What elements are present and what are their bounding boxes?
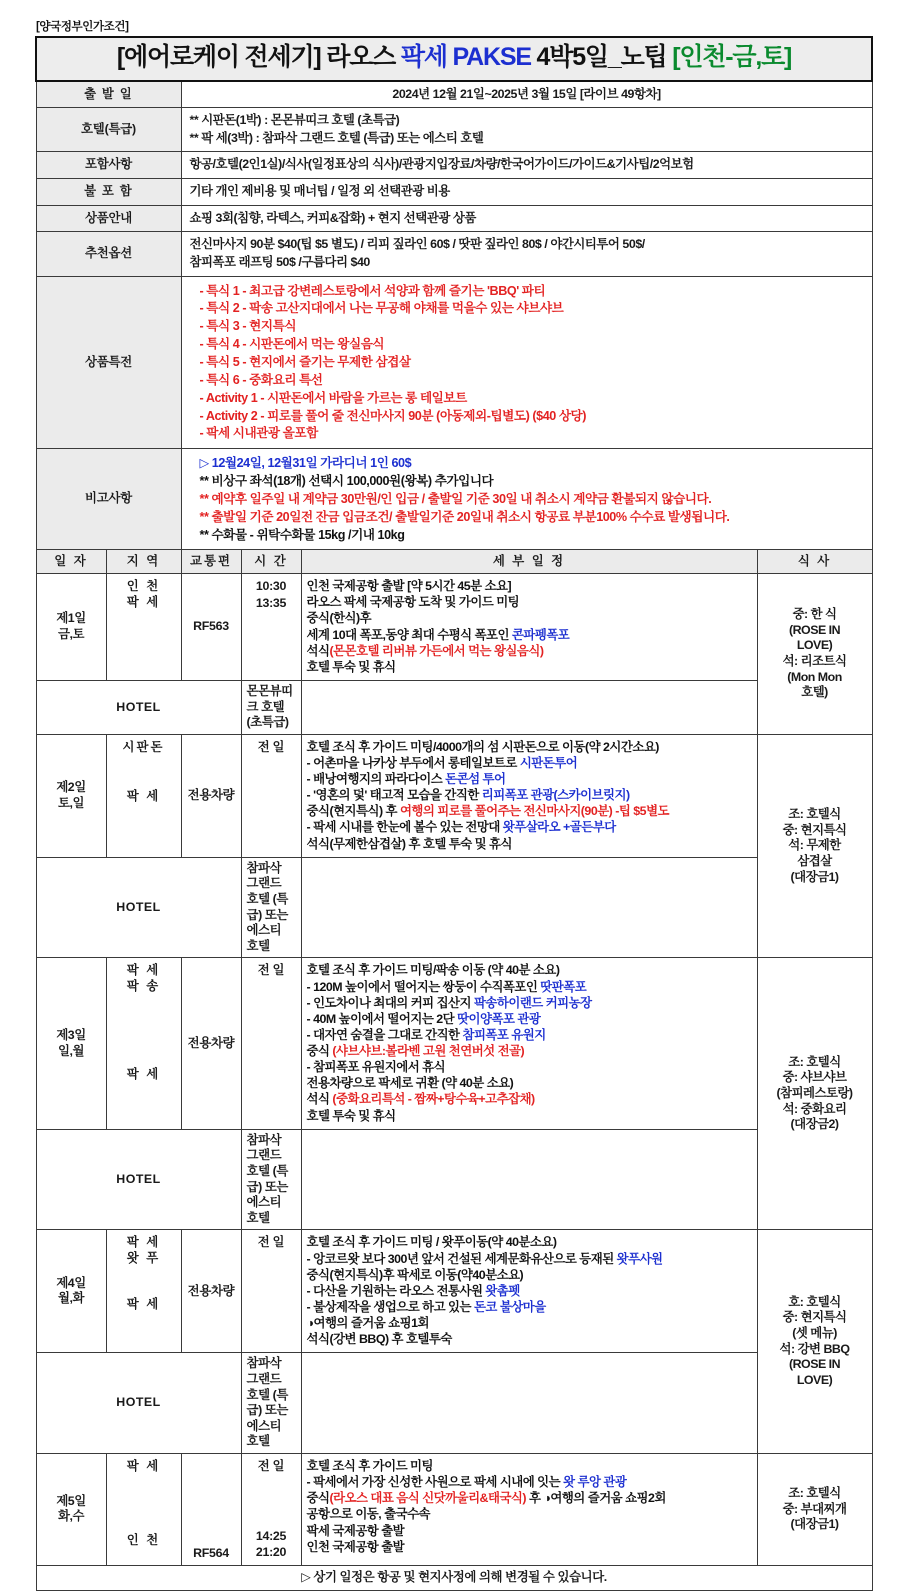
detail-text: 라오스 팍세 국제공항 도착 및 가이드 미팅 [306,595,520,610]
detail-line [307,1315,752,1331]
detail-line [307,578,752,594]
detail-text: ◑여행의 즐거움 쇼핑1회 [306,1316,429,1331]
detail-line [307,659,752,675]
hotel-row-4 [36,1353,872,1454]
meal-line: 중: 현지특식 [782,822,847,837]
detail-text: - 40M 높이에서 떨어지는 2단 [306,1011,458,1026]
pre-note: [양국정부인가조건] [36,21,129,33]
remarks-label: 비고사항 [36,449,181,549]
detail-text: 호텔 투숙 및 휴식 [306,659,396,674]
hotel-name: 참파삭 그랜드 호텔 (특급) 또는 에스티 호텔 [241,1129,301,1230]
meal-line: (셋 메뉴) [792,1326,837,1341]
itinerary-header-row [36,549,872,574]
col-header-day: 일 자 [36,549,106,574]
detail-text: 돈코 불상마을 [473,1299,546,1314]
detail-text: - 불상제작을 생업으로 하고 있는 [306,1299,474,1314]
detail-cell [301,1230,757,1353]
included-value: 항공/호텔(2인1실)/식사(일정표상의 식사)/관광지입장료/차량/한국어가이드/가이드&기사팁/2억보험 [181,152,872,179]
detail-line [307,771,752,787]
detail-cell [301,574,757,681]
day-number-cell [36,1230,106,1353]
detail-line [307,610,752,626]
col-header-detail: 세 부 일 정 [301,549,757,574]
meal-line: LOVE) [796,1372,833,1387]
detail-text: 중식 [306,1044,333,1059]
meal-cell [757,1454,872,1566]
detail-line [307,1299,752,1315]
perk-line: - 특식 6 - 중화요리 특선 [199,372,323,387]
hotel-row-3 [36,1129,872,1230]
meal-line: (대장금1) [790,869,839,884]
detail-text: 중식(한식)후 [306,611,372,626]
day-weekday: 금,토 [58,627,84,642]
detail-text: - 팍세에서 가장 신성한 사원으로 팍세 시내에 잇는 [306,1475,564,1490]
perk-line: - 특식 1 - 최고급 강변레스토랑에서 석양과 함께 즐기는 'BBQ' 파티 [199,283,546,298]
meal-line: LOVE) [796,638,833,653]
detail-text: 호텔 조식 후 가이드 미팅 [306,1459,433,1474]
detail-text: - 앙코르왓 보다 300년 앞서 건설된 세계문화유산으로 등재된 [306,1251,617,1266]
detail-text: 여행의 피로를 풀어주는 전신마사지(90분) -팁 $5별도 [399,804,670,819]
detail-text: - 배낭여행지의 파라다이스 [306,772,446,787]
detail-text: - 참피폭포 유원지에서 휴식 [306,1060,446,1075]
detail-line [307,1011,752,1027]
day-number: 제4일 [56,1275,86,1290]
remarks-line-3: ** 예약후 일주일 내 계약금 30만원/인 입금 / 출발일 기준 30일 내 취소시 계약금 환불되지 않습니다. [199,491,712,506]
transport-cell: RF563 [181,574,241,681]
day-weekday: 월,화 [58,1291,84,1306]
meal-line: (참피레스토랑) [776,1086,853,1101]
region-name: 팍 세 [126,789,161,804]
title-row [36,37,872,81]
detail-cell [301,1454,757,1566]
hotel-tag: HOTEL [36,857,241,958]
itinerary-day-row [36,734,872,857]
detail-line [307,1490,752,1506]
detail-line [307,836,752,852]
region-name: 팍 세 [126,963,161,978]
meal-line: 조: 호텔식 [788,1486,841,1501]
transport-cell: 전용차량 [181,1230,241,1353]
meal-line: 호텔) [801,685,828,700]
itinerary-document [35,36,873,1591]
detail-text: 왓푸사원 [616,1251,663,1266]
perks-value [181,276,872,449]
day-weekday: 일,월 [58,1043,84,1058]
hotel-line-2: ** 팍 세(3박) : 참파삭 그랜드 호텔 (특급) 또는 에스티 호텔 [189,130,484,145]
detail-text: 인천 국제공항 출발 [306,1539,405,1554]
detail-line [307,1091,752,1107]
detail-text: (중화요리특석 - 짬짜+탕수육+고추잡채) [332,1092,535,1107]
detail-text: (라오스 대표 음식 신닷까울리&태국식) [329,1491,527,1506]
time-cell [241,1454,301,1566]
detail-text: - 어촌마을 나카상 부두에서 롱테일보트로 [306,755,520,770]
meal-line: (ROSE IN [788,1357,841,1372]
remarks-line-1: ▷ 12월24일, 12월31일 가라디너 1인 60$ [199,456,412,471]
day-number-cell [36,574,106,681]
detail-text: 후 ◑여행의 즐거움 쇼핑2회 [526,1491,666,1506]
transport-cell: RF564 [181,1454,241,1566]
meal-line: 석: 무제한 [788,838,841,853]
meal-line: 중: 현지특식 [782,1310,847,1325]
hotel-label: 호텔(특급) [36,108,181,152]
detail-text: 인천 국제공항 출발 [약 5시간 45분 소요] [306,579,512,594]
hotel-tag: HOTEL [36,1353,241,1454]
product-value: 쇼핑 3회(침향, 라텍스, 커피&잡화) + 현지 선택관광 상품 [181,205,872,232]
meal-line: 조: 호텔식 [788,807,841,822]
col-header-meal: 식 사 [757,549,872,574]
day-number: 제2일 [56,780,86,795]
meal-cell [757,574,872,735]
meal-line: 조: 호텔식 [788,1054,841,1069]
itinerary-day-row [36,1230,872,1353]
detail-text: 돈콘섬 투어 [445,772,506,787]
region-name: 팍 세 [126,1066,161,1081]
detail-line [307,1027,752,1043]
excluded-row [36,179,872,206]
footnote: ▷ 상기 일정은 항공 및 현지사정에 의해 변경될 수 있습니다. [36,1565,872,1590]
detail-line [307,1075,752,1091]
time-value: 전 일 [257,1459,285,1474]
region-name: 인 천 [126,579,161,594]
detail-text: 세계 10대 폭포,동양 최대 수평식 폭포인 [306,627,512,642]
region-cell [106,734,181,857]
depart-value: 2024년 12월 21일~2025년 3월 15일 [라이브 49항차] [181,81,872,108]
perk-line: - 특식 3 - 현지특식 [199,319,297,334]
detail-text: 중식 [306,1491,330,1506]
meal-cell [757,1230,872,1454]
region-name: 팍 세 [126,1235,161,1250]
region-name: 팍 송 [126,979,161,994]
region-name: 인 천 [126,1532,161,1547]
meal-cell [757,734,872,958]
detail-cell [301,958,757,1129]
detail-line [307,594,752,610]
document-title [36,37,872,81]
region-name: 시판돈 [122,739,165,754]
region-name: 팍 세 [126,1459,161,1474]
meal-line: 삼겹살 [797,853,832,868]
detail-line [307,1043,752,1059]
remarks-line-5: ** 수화물 - 위탁수화물 15kg /기내 10kg [199,527,405,542]
col-header-time: 시 간 [241,549,301,574]
col-header-transport: 교통편 [181,549,241,574]
perks-label: 상품특전 [36,276,181,449]
detail-line [307,643,752,659]
meal-line: 중: 한 식 [792,607,837,622]
perk-line: - Activity 1 - 시판돈에서 바람을 가르는 롱 테일보트 [199,390,467,405]
detail-text: (샤브샤브:볼라벤 고원 천연버섯 전골) [332,1044,525,1059]
detail-text: 왓푸살라오 +골든부다 [502,820,616,835]
meal-line: 호: 호텔식 [788,1294,841,1309]
hotel-row-1 [36,680,872,734]
region-cell [106,1454,181,1566]
time-value: 21:20 [255,1545,287,1560]
col-header-region: 지 역 [106,549,181,574]
detail-text: 전용차량으로 팍세로 귀환 (약 40분 소요) [306,1076,514,1091]
detail-text: - 팍세 시내를 한눈에 볼수 있는 전망대 [306,820,503,835]
excluded-value: 기타 개인 제비용 및 매너팁 / 일정 외 선택관광 비용 [181,179,872,206]
included-row [36,152,872,179]
hotel-tag: HOTEL [36,680,241,734]
option-value [181,232,872,276]
hotel-value [181,108,872,152]
detail-line [307,627,752,643]
meal-line: 석: 리조트식 [782,653,847,668]
meal-line: (대장금2) [790,1117,839,1132]
detail-line [307,1283,752,1299]
detail-text: (몬몬호텔 리버뷰 가든에서 먹는 왕실음식) [329,643,544,658]
detail-text: 참피폭포 유원지 [462,1027,546,1042]
detail-text: - '영혼의 덫' 태고적 모습을 간직한 [306,788,482,803]
hotel-name: 참파삭 그랜드 호텔 (특급) 또는 에스티 호텔 [241,857,301,958]
day-number-cell [36,958,106,1129]
time-value: 10:30 [255,579,287,594]
detail-line [307,962,752,978]
day-number-cell [36,1454,106,1566]
region-name: 팍 세 [126,1296,161,1311]
day-weekday: 토,일 [58,795,84,810]
region-name: 팍 세 [126,594,161,609]
detail-text: 땃판폭포 [540,979,587,994]
transport-cell: 전용차량 [181,958,241,1129]
itinerary-day-row [36,574,872,681]
detail-text: 콘파펭폭포 [511,627,570,642]
time-value: 전 일 [257,1235,285,1250]
detail-line [307,1251,752,1267]
detail-line [307,1539,752,1555]
time-cell [241,1230,301,1353]
detail-text: 공항으로 이동, 출국수속 [306,1507,431,1522]
option-line-2: 참피폭포 래프팅 50$ /구름다리 $40 [189,254,370,269]
detail-text: 왓촘펫 [485,1283,520,1298]
hotel-row-2 [36,857,872,958]
detail-text: 석식 [306,643,330,658]
perk-line: - 특식 2 - 팍송 고산지대에서 나는 무공해 야채를 먹을수 있는 샤브샤브 [199,301,564,316]
meal-line: 석: 중화요리 [782,1101,847,1116]
time-value: 전 일 [257,963,285,978]
detail-line [307,787,752,803]
detail-line [307,803,752,819]
transport-cell: 전용차량 [181,734,241,857]
day-number-cell [36,734,106,857]
detail-text: 땃이양폭포 관광 [457,1011,541,1026]
meal-cell [757,958,872,1230]
hotel-tag: HOTEL [36,1129,241,1230]
detail-text: - 대자연 숨결을 그대로 간직한 [306,1027,463,1042]
title-part-4: [인천-금,토] [672,43,792,71]
detail-line [307,739,752,755]
title-part-1: [에어로케이 전세기] 라오스 [116,43,401,71]
footnote-row [36,1565,872,1590]
detail-text: 팍송하이랜드 커피농장 [473,995,592,1010]
time-value: 14:25 [255,1528,287,1543]
time-value: 전 일 [257,739,285,754]
detail-text: 호텔 조식 후 가이드 미팅 / 왓푸이동(약 40분소요) [306,1235,557,1250]
time-value: 13:35 [255,595,287,610]
detail-line [307,1059,752,1075]
time-cell [241,734,301,857]
excluded-label: 불 포 함 [36,179,181,206]
meal-line: 중: 샤브샤브 [782,1070,847,1085]
remarks-line-4: ** 출발일 기준 20일전 잔금 입금조건/ 출발일기준 20일내 취소시 항공료 부분100% 수수료 발생됩니다. [199,509,730,524]
hotel-row [36,108,872,152]
itinerary-day-row [36,1454,872,1566]
time-cell [241,958,301,1129]
perk-line: - Activity 2 - 피로를 풀어 줄 전신마사지 90분 (아동제외-팁별도) ($40 상당) [199,408,587,423]
remarks-row [36,449,872,549]
title-part-2: 팍세 PAKSE [400,43,531,71]
detail-text: - 인도차이나 최대의 커피 집산지 [306,995,474,1010]
depart-label: 출 발 일 [36,81,181,108]
detail-text: 중식(현지특식)후 팍세로 이동(약40분소요) [306,1267,524,1282]
meal-line: (Mon Mon [787,669,842,684]
meal-line: 중: 부대찌개 [782,1501,847,1516]
detail-text: 시판돈투어 [519,755,578,770]
detail-line [307,979,752,995]
detail-line [307,995,752,1011]
detail-line [307,1267,752,1283]
detail-text: 석식(강변 BBQ) 후 호텔투숙 [306,1332,452,1347]
detail-text: 호텔 투숙 및 휴식 [306,1108,396,1123]
detail-text: 중식(현지특식) 후 [306,804,400,819]
product-row [36,205,872,232]
detail-line [307,1458,752,1474]
depart-row [36,81,872,108]
detail-line [307,1474,752,1490]
region-cell [106,958,181,1129]
detail-line [307,819,752,835]
title-part-3: 4박5일_노팁 [530,43,673,71]
option-line-1: 전신마사지 90분 $40(팁 $5 별도) / 리피 짚라인 60$ / 땃판 짚라인 80$ / 야간시티투어 50$/ [189,237,645,252]
itinerary-day-row [36,958,872,1129]
detail-text: - 120M 높이에서 떨어지는 쌍둥이 수직폭포인 [306,979,541,994]
detail-text: 팍세 국제공항 출발 [306,1523,405,1538]
detail-line [307,1108,752,1124]
detail-text: 리피폭포 관광(스카이브릿지) [481,788,630,803]
detail-text: - 다산을 기원하는 라오스 전통사원 [306,1283,486,1298]
perk-line: - 특식 5 - 현지에서 즐기는 무제한 삼겹살 [199,354,411,369]
detail-text: 호텔 조식 후 가이드 미팅/4000개의 섬 시판돈으로 이동(약 2시간소요) [306,739,659,754]
detail-text: 석식(무제한삼겹살) 후 호텔 투숙 및 휴식 [306,836,512,851]
time-cell [241,574,301,681]
detail-line [307,755,752,771]
region-cell [106,574,181,681]
included-label: 포함사항 [36,152,181,179]
remarks-line-2: ** 비상구 좌석(18개) 선택시 100,000원(왕복) 추가입니다 [199,474,494,489]
day-number: 제1일 [56,611,86,626]
detail-line [307,1234,752,1250]
detail-text: 석식 [306,1092,333,1107]
product-label: 상품안내 [36,205,181,232]
detail-line [307,1331,752,1347]
day-number: 제5일 [56,1493,86,1508]
detail-line [307,1523,752,1539]
meal-line: (ROSE IN [788,622,841,637]
detail-line [307,1506,752,1522]
perk-line: - 특식 4 - 시판돈에서 먹는 왕실음식 [199,337,385,352]
meal-line: 석: 강변 BBQ [779,1341,850,1356]
day-weekday: 화,수 [58,1509,84,1524]
meal-line: (대장금1) [790,1517,839,1532]
detail-text: 왓 루앙 관광 [563,1475,627,1490]
hotel-name: 몬몬뷰띠크 호텔 (초특급) [241,680,301,734]
remarks-value [181,449,872,549]
option-label: 추천옵션 [36,232,181,276]
perks-row [36,276,872,449]
hotel-line-1: ** 시판돈(1박) : 몬몬뷰띠크 호텔 (초특급) [189,113,400,128]
hotel-name: 참파삭 그랜드 호텔 (특급) 또는 에스티 호텔 [241,1353,301,1454]
region-cell [106,1230,181,1353]
perk-line: - 팍세 시내관광 올포함 [199,426,318,441]
detail-cell [301,734,757,857]
day-number: 제3일 [56,1027,86,1042]
detail-text: 호텔 조식 후 가이드 미팅/팍송 이동 (약 40분 소요) [306,963,560,978]
option-row [36,232,872,276]
region-name: 왓 푸 [126,1251,161,1266]
itinerary-body [36,574,872,1566]
